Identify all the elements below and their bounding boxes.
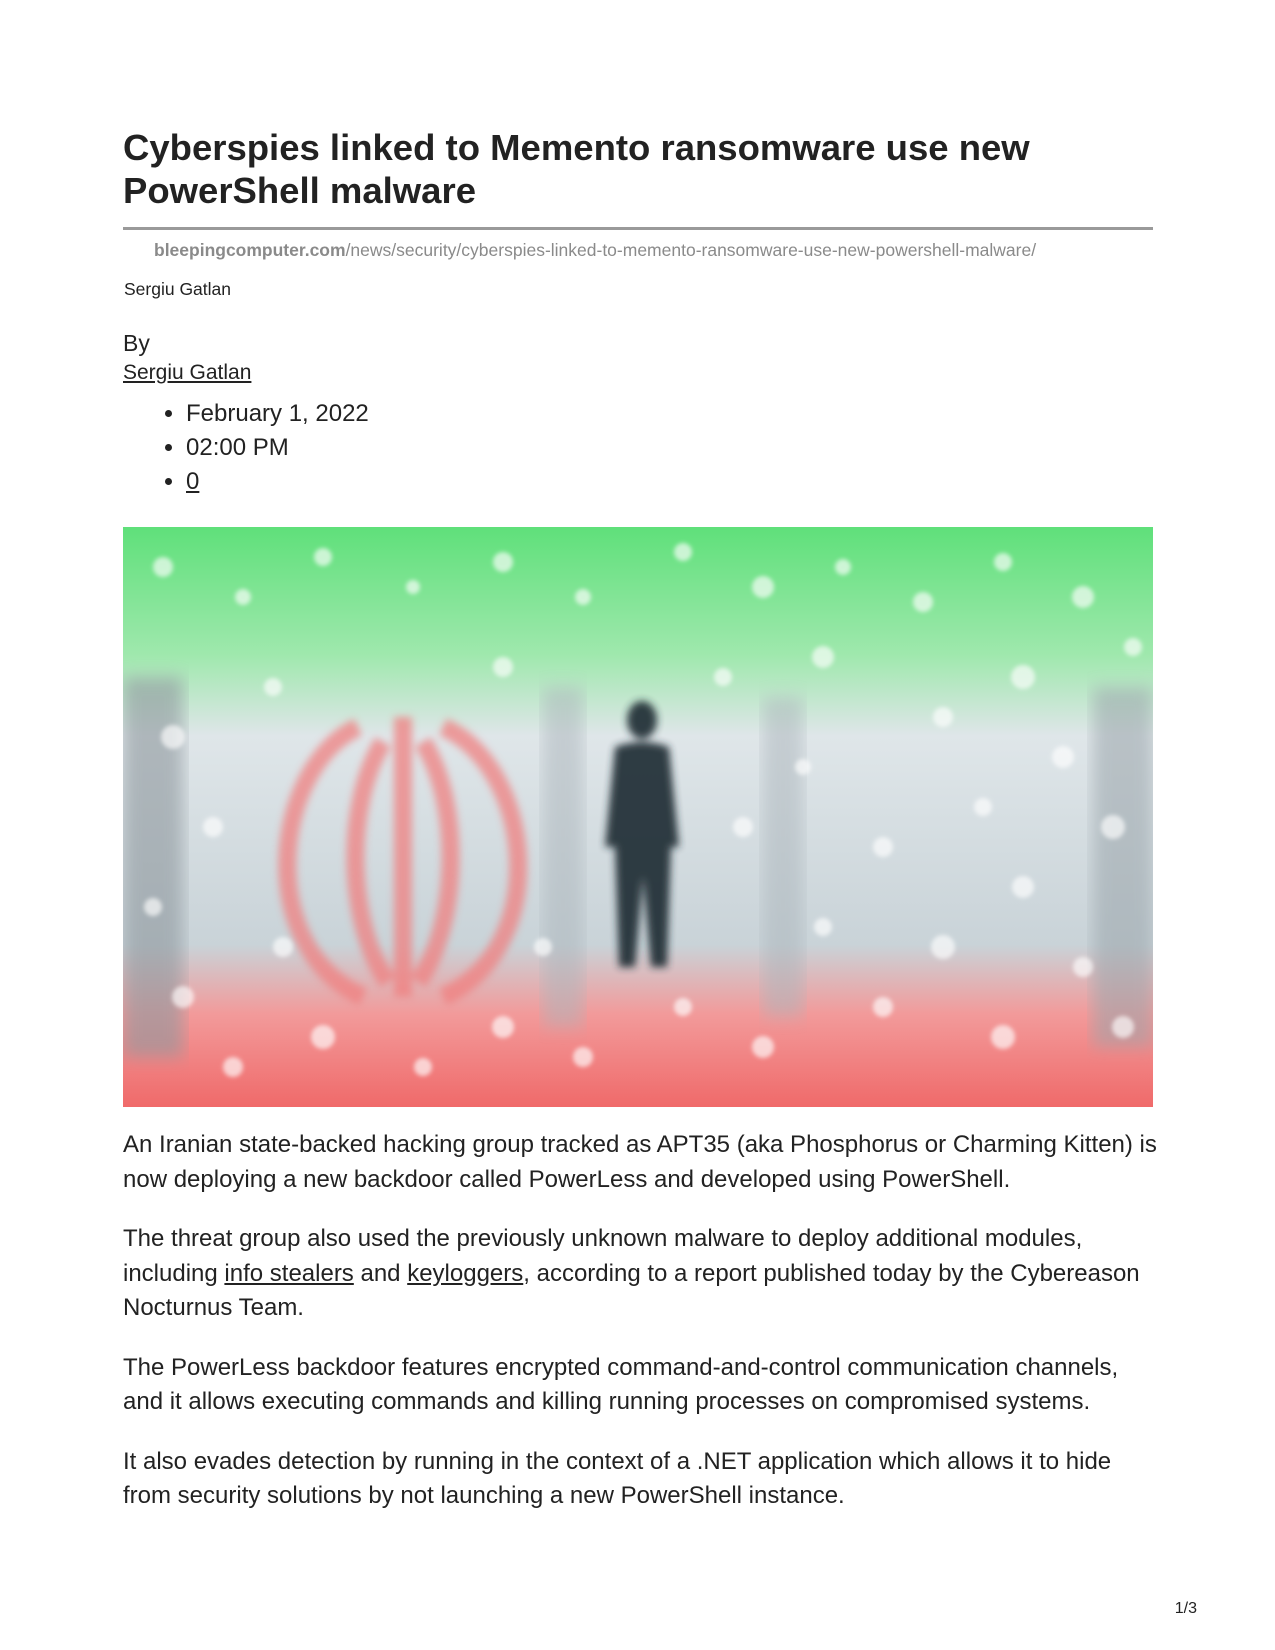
page-number: 1/3	[1174, 1600, 1197, 1617]
body-paragraph-4: It also evades detection by running in the context of a .NET application which allows it to hide from security solutions by not launching a new PowerShell instance.	[123, 1447, 1112, 1509]
author-name-top: Sergiu Gatlan	[124, 279, 232, 299]
author-link[interactable]: Sergiu Gatlan	[123, 361, 252, 384]
publish-time: • 02:00 PM	[186, 431, 369, 465]
title-divider	[123, 227, 1153, 230]
source-url-path: /news/security/cyberspies-linked-to-memento-ransomware-use-new-powershell-malware/	[345, 240, 1037, 260]
publish-date: • February 1, 2022	[186, 397, 369, 431]
body-paragraph-1: An Iranian state-backed hacking group tracked as APT35 (aka Phosphorus or Charming Kitten) is now deploying a new backdoor called PowerLess and developed using PowerShell.	[123, 1131, 1157, 1193]
body-paragraph-2-text-a: The threat group also used the previously unknown malware to deploy additional modules, including	[123, 1225, 1083, 1287]
source-url-domain: bleepingcomputer.com	[154, 240, 346, 260]
body-paragraph-3: The PowerLess backdoor features encrypted command-and-control communication channels, and it allows executing commands and killing running processes on compromised systems.	[123, 1353, 1119, 1415]
source-url[interactable]	[154, 240, 1036, 261]
hero-image-illustration	[123, 527, 1153, 1107]
by-label: By	[123, 330, 150, 356]
hero-image	[123, 527, 1153, 1107]
comments-count-link[interactable]: 0	[186, 468, 200, 495]
keyloggers-link[interactable]: keyloggers	[407, 1259, 524, 1287]
article-meta-list	[123, 397, 369, 499]
comments-item	[186, 465, 369, 499]
body-paragraph-2-text-c: , according to a report published today by the Cybereason Nocturnus Team.	[123, 1259, 1140, 1321]
body-paragraph-2-text-b: and	[353, 1259, 408, 1287]
article-body	[123, 1128, 1163, 1539]
body-paragraph-2	[123, 1222, 1163, 1326]
article-title: Cyberspies linked to Memento ransomware use new PowerShell malware	[123, 127, 1030, 211]
info-stealers-link[interactable]: info stealers	[224, 1259, 354, 1287]
